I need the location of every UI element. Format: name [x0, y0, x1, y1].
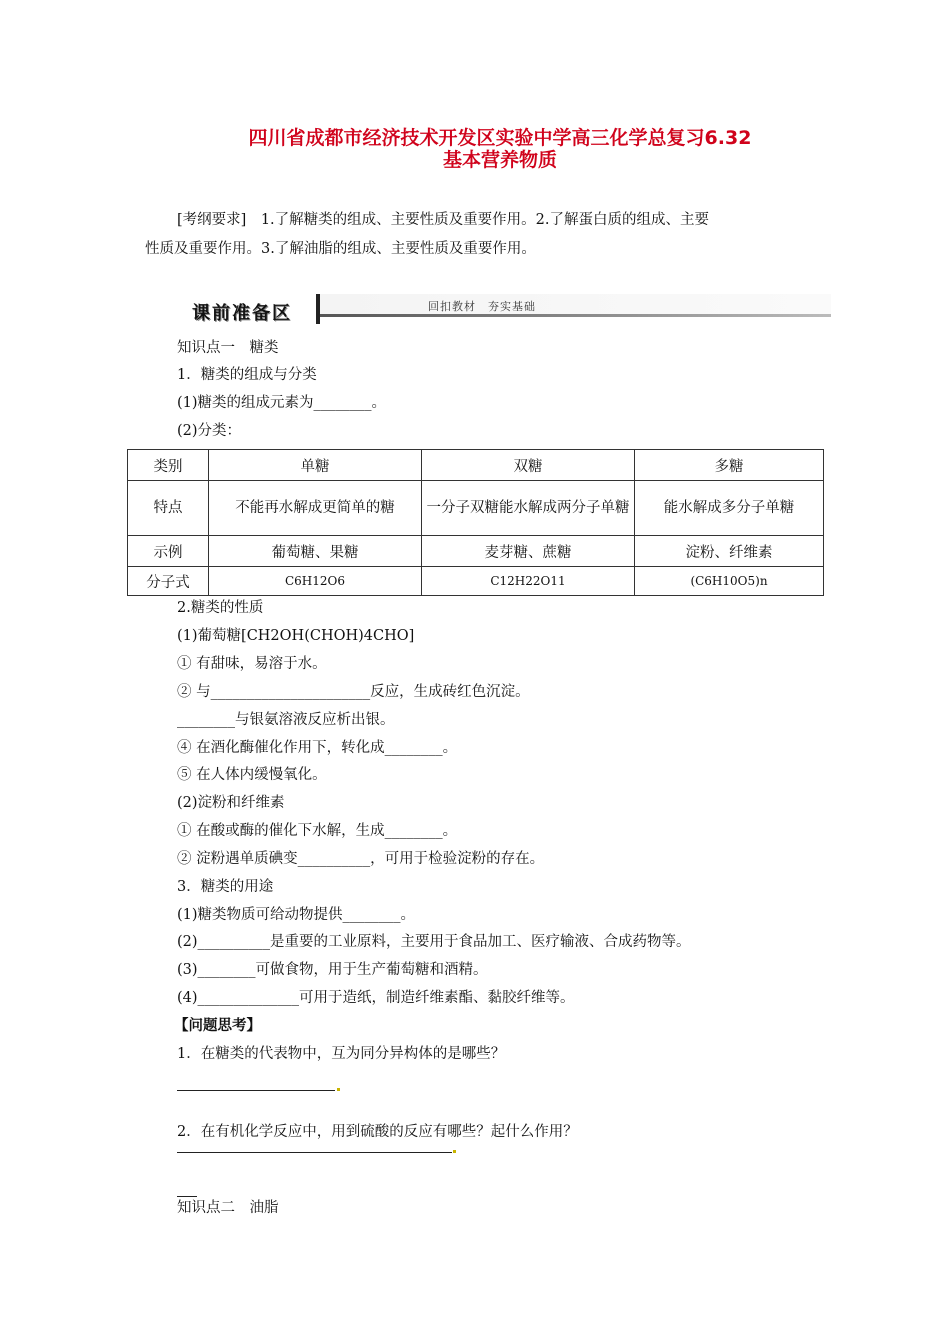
table-cell: C12H22O11: [422, 567, 635, 596]
banner-title: 课前准备区: [192, 303, 292, 324]
answer-line-2: [177, 1152, 452, 1153]
table-cell: (C6H10O5)n: [635, 567, 824, 596]
starch-property-1: ① 在酸或酶的催化下水解，生成________。: [177, 823, 458, 839]
table-cell: 多糖: [635, 450, 824, 481]
banner-background: [318, 294, 831, 314]
document-title-line-2: 基本营养物质: [442, 149, 557, 171]
questions-heading: 【问题思考】: [174, 1017, 261, 1034]
table-cell: C6H12O6: [209, 567, 422, 596]
glucose-property-5: ⑤ 在人体内缓慢氧化。: [177, 767, 327, 783]
table-cell: 葡萄糖、果糖: [209, 536, 422, 567]
table-cell: 特点: [128, 481, 209, 536]
use-1: (1)糖类物质可给动物提供________。: [177, 907, 416, 923]
table-row: [128, 536, 824, 567]
starch-property-2: ② 淀粉遇单质碘变__________，可用于检验淀粉的存在。: [177, 851, 545, 867]
table-cell: 分子式: [128, 567, 209, 596]
requirements-line-2: 性质及重要作用。3.了解油脂的组成、主要性质及重要作用。: [145, 241, 536, 257]
document-title-line-1: 四川省成都市经济技术开发区实验中学高三化学总复习6.32: [248, 127, 752, 149]
mark-dot: [453, 1150, 456, 1153]
table-cell: 单糖: [209, 450, 422, 481]
section2-heading: 知识点二 油脂: [177, 1200, 279, 1216]
table-cell: 淀粉、纤维素: [635, 536, 824, 567]
classification-label: (2)分类：: [177, 423, 242, 439]
table-cell: 不能再水解成更简单的糖: [209, 481, 422, 536]
uses-heading: 3．糖类的用途: [177, 879, 274, 895]
glucose-property-1: ① 有甜味，易溶于水。: [177, 656, 327, 672]
question-2: 2．在有机化学反应中，用到硫酸的反应有哪些？起什么作用？: [177, 1124, 578, 1140]
banner-title-box: [188, 294, 320, 324]
banner-subtitle: 回扣教材 夯实基础: [428, 300, 536, 313]
table-row: [128, 567, 824, 596]
glucose-heading: (1)葡萄糖[CH2OH(CHOH)4CHO]: [177, 628, 415, 644]
answer-line-1: [177, 1090, 335, 1091]
sugar-classification-table: [127, 449, 824, 596]
table-cell: 能水解成多分子单糖: [635, 481, 824, 536]
glucose-property-2: ② 与______________________反应，生成砖红色沉淀。: [177, 684, 530, 700]
table-cell: 类别: [128, 450, 209, 481]
glucose-property-3: ________与银氨溶液反应析出银。: [177, 712, 395, 728]
starch-heading: (2)淀粉和纤维素: [177, 795, 285, 811]
requirements-line-1: [考纲要求] 1.了解糖类的组成、主要性质及重要作用。2.了解蛋白质的组成、主要: [177, 212, 709, 228]
composition-elements: (1)糖类的组成元素为________。: [177, 395, 387, 411]
section1-heading: 知识点一 糖类: [177, 340, 279, 356]
banner-divider: [318, 314, 831, 317]
table-cell: 示例: [128, 536, 209, 567]
table-row: [128, 450, 824, 481]
question-1: 1．在糖类的代表物中，互为同分异构体的是哪些？: [177, 1046, 506, 1062]
use-3: (3)________可做食物，用于生产葡萄糖和酒精。: [177, 962, 488, 978]
use-4: (4)______________可用于造纸，制造纤维素酯、黏胶纤维等。: [177, 990, 575, 1006]
exam-requirements: [145, 206, 825, 264]
short-rule: [177, 1196, 197, 1197]
table-cell: 双糖: [422, 450, 635, 481]
table-cell: 麦芽糖、蔗糖: [422, 536, 635, 567]
glucose-property-4: ④ 在酒化酶催化作用下，转化成________。: [177, 740, 458, 756]
mark-dot: [337, 1088, 340, 1091]
composition-heading: 1．糖类的组成与分类: [177, 367, 317, 383]
table-cell: 一分子双糖能水解成两分子单糖: [422, 481, 635, 536]
section-banner: [188, 294, 831, 326]
use-2: (2)__________是重要的工业原料，主要用于食品加工、医疗输液、合成药物等。: [177, 934, 691, 950]
properties-heading: 2.糖类的性质: [177, 600, 264, 616]
table-row: [128, 481, 824, 536]
